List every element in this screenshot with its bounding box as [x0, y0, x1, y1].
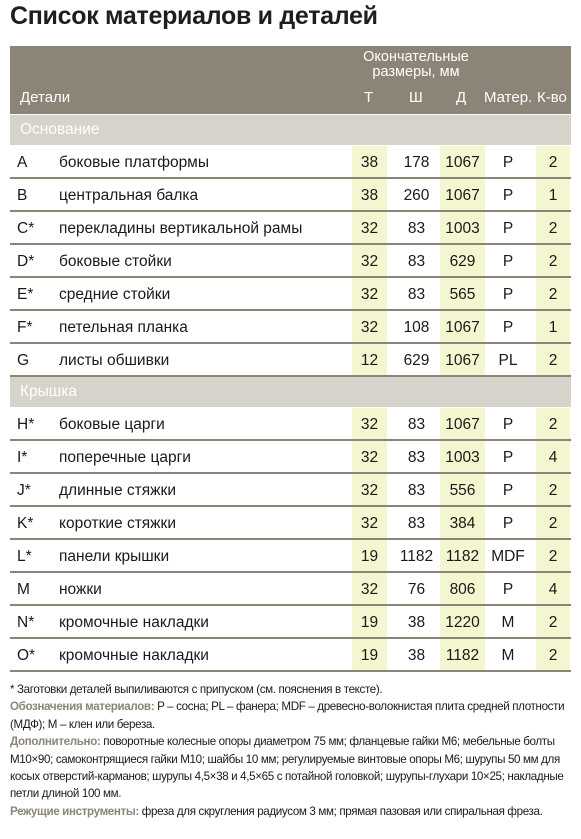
material-cell: P	[502, 515, 514, 532]
length-cell: 1220	[440, 606, 485, 637]
materials-note	[10, 698, 575, 733]
table-row	[10, 573, 571, 606]
width-cell: 83	[407, 286, 426, 303]
blanks-note: * Заготовки деталей выпиливаются с припуском (см. пояснения в тексте).	[10, 683, 383, 696]
quantity-column-header: К-во	[537, 89, 567, 106]
length-cell: 806	[440, 573, 485, 604]
material-cell: P	[502, 482, 514, 499]
materials-note-heading: Обозначения материалов:	[10, 700, 155, 714]
table-row	[10, 278, 571, 311]
part-name: центральная балка	[59, 187, 199, 204]
table-row	[10, 441, 571, 474]
thickness-cell: 32	[352, 212, 387, 243]
part-name: ножки	[59, 581, 102, 598]
material-cell: P	[502, 449, 514, 466]
part-name: длинные стяжки	[59, 482, 176, 499]
width-cell: 83	[407, 253, 426, 270]
length-cell: 1003	[440, 212, 485, 243]
quantity-cell: 2	[536, 408, 570, 439]
table-row	[10, 606, 571, 639]
table-row	[10, 146, 571, 179]
section-header	[10, 377, 571, 407]
table-row	[10, 408, 571, 441]
thickness-cell: 19	[352, 606, 387, 637]
length-cell: 1182	[440, 540, 485, 571]
part-label: G	[17, 352, 30, 369]
thickness-cell: 32	[352, 573, 387, 604]
quantity-cell: 1	[536, 311, 570, 342]
part-name: боковые стойки	[59, 253, 172, 270]
part-name: боковые платформы	[59, 154, 209, 171]
material-cell: P	[502, 220, 514, 237]
width-cell: 38	[407, 647, 426, 664]
part-label: F*	[17, 319, 33, 336]
tools-note-heading: Режущие инструменты:	[10, 804, 139, 818]
part-label: A	[17, 154, 28, 171]
width-cell: 629	[403, 352, 430, 369]
dimensions-header: Окончательные размеры, мм	[363, 49, 469, 80]
thickness-cell: 12	[352, 344, 387, 375]
thickness-cell: 32	[352, 311, 387, 342]
length-cell: 1067	[440, 146, 485, 177]
table-row	[10, 179, 571, 212]
material-cell: P	[502, 253, 514, 270]
part-label: H*	[17, 416, 35, 433]
length-cell: 1182	[440, 639, 485, 670]
width-cell: 83	[407, 515, 426, 532]
page-title: Список материалов и деталей	[10, 2, 378, 30]
quantity-cell: 1	[536, 179, 570, 210]
quantity-cell: 4	[536, 573, 570, 604]
part-label: E*	[17, 286, 34, 303]
part-name: кромочные накладки	[59, 614, 209, 631]
material-cell: PL	[498, 352, 518, 369]
section-title: Крышка	[20, 383, 77, 400]
thickness-cell: 19	[352, 540, 387, 571]
thickness-cell: 38	[352, 179, 387, 210]
quantity-cell: 2	[536, 344, 570, 375]
quantity-cell: 2	[536, 639, 570, 670]
material-cell: P	[502, 154, 514, 171]
material-cell: MDF	[491, 548, 525, 565]
width-column-header: Ш	[409, 89, 423, 106]
part-label: B	[17, 187, 28, 204]
length-cell: 1067	[440, 311, 485, 342]
thickness-cell: 32	[352, 507, 387, 538]
material-cell: P	[502, 187, 514, 204]
table-row	[10, 639, 571, 672]
quantity-cell: 4	[536, 441, 570, 472]
part-label: J*	[17, 482, 31, 499]
row-divider	[10, 670, 571, 672]
width-cell: 83	[407, 220, 426, 237]
part-name: боковые царги	[59, 416, 165, 433]
part-label: I*	[17, 449, 28, 466]
material-cell: P	[502, 416, 514, 433]
table-row	[10, 245, 571, 278]
extra-note-heading: Дополнительно:	[10, 735, 101, 749]
thickness-cell: 32	[352, 474, 387, 505]
thickness-cell: 38	[352, 146, 387, 177]
quantity-cell: 2	[536, 474, 570, 505]
parts-column-header: Детали	[20, 89, 71, 106]
part-label: K*	[17, 515, 34, 532]
quantity-cell: 2	[536, 507, 570, 538]
part-label: C*	[17, 220, 35, 237]
thickness-cell: 32	[352, 408, 387, 439]
table-row	[10, 311, 571, 344]
material-cell: P	[502, 319, 514, 336]
quantity-cell: 2	[536, 212, 570, 243]
width-cell: 260	[403, 187, 430, 204]
extra-note	[10, 733, 575, 803]
section-header	[10, 115, 571, 145]
thickness-cell: 32	[352, 245, 387, 276]
part-name: поперечные царги	[59, 449, 191, 466]
table-row	[10, 474, 571, 507]
section-title: Основание	[20, 121, 100, 138]
width-cell: 76	[407, 581, 426, 598]
quantity-cell: 2	[536, 278, 570, 309]
width-cell: 83	[407, 449, 426, 466]
thickness-cell: 19	[352, 639, 387, 670]
part-label: D*	[17, 253, 35, 270]
quantity-cell: 2	[536, 245, 570, 276]
width-cell: 178	[403, 154, 430, 171]
length-cell: 556	[440, 474, 485, 505]
table-row	[10, 540, 571, 573]
table-header	[10, 46, 571, 114]
length-cell: 1003	[440, 441, 485, 472]
quantity-cell: 2	[536, 540, 570, 571]
part-name: перекладины вертикальной рамы	[59, 220, 303, 237]
part-label: N*	[17, 614, 35, 631]
length-cell: 1067	[440, 179, 485, 210]
length-cell: 565	[440, 278, 485, 309]
material-cell: M	[501, 614, 515, 631]
part-label: O*	[17, 647, 36, 664]
part-name: средние стойки	[59, 286, 171, 303]
part-name: кромочные накладки	[59, 647, 209, 664]
length-cell: 1067	[440, 408, 485, 439]
thickness-cell: 32	[352, 278, 387, 309]
material-cell: M	[501, 647, 515, 664]
table-row	[10, 212, 571, 245]
length-column-header: Д	[456, 89, 467, 106]
material-column-header: Матер.	[484, 89, 533, 106]
width-cell: 38	[407, 614, 426, 631]
thickness-column-header: Т	[364, 89, 374, 106]
length-cell: 384	[440, 507, 485, 538]
width-cell: 108	[403, 319, 430, 336]
tools-note	[10, 803, 575, 820]
materials-note-text: P – сосна; PL – фанера; MDF – древесно-волокнистая плита средней плотности (МДФ); M – клен или береза.	[10, 700, 565, 731]
part-name: петельная планка	[59, 319, 188, 336]
part-label: L*	[17, 548, 32, 565]
width-cell: 1182	[399, 548, 434, 565]
part-name: панели крышки	[59, 548, 170, 565]
footnotes	[10, 681, 575, 820]
length-cell: 629	[440, 245, 485, 276]
width-cell: 83	[407, 482, 426, 499]
thickness-cell: 32	[352, 441, 387, 472]
width-cell: 83	[407, 416, 426, 433]
part-name: короткие стяжки	[59, 515, 176, 532]
length-cell: 1067	[440, 344, 485, 375]
material-cell: P	[502, 286, 514, 303]
quantity-cell: 2	[536, 606, 570, 637]
tools-note-text: фреза для скругления радиусом 3 мм; прямая пазовая или спиральная фреза.	[138, 804, 543, 818]
material-cell: P	[502, 581, 514, 598]
part-label: M	[17, 581, 30, 598]
table-row	[10, 344, 571, 377]
quantity-cell: 2	[536, 146, 570, 177]
extra-note-text: поворотные колесные опоры диаметром 75 мм; фланцевые гайки М6; мебельные болты М10×90; самоконтрящиеся гайки М10; шайбы 10 мм; регулируемые винтовые опоры М6; шурупы 50 мм для косых отверстий-карманов; шурупы 4,5×38 и 4,5×65 с потайной головкой; шурупы-глухари 10×25; накладные петли длиной 100 мм.	[10, 735, 564, 801]
table-row	[10, 507, 571, 540]
part-name: листы обшивки	[59, 352, 170, 369]
